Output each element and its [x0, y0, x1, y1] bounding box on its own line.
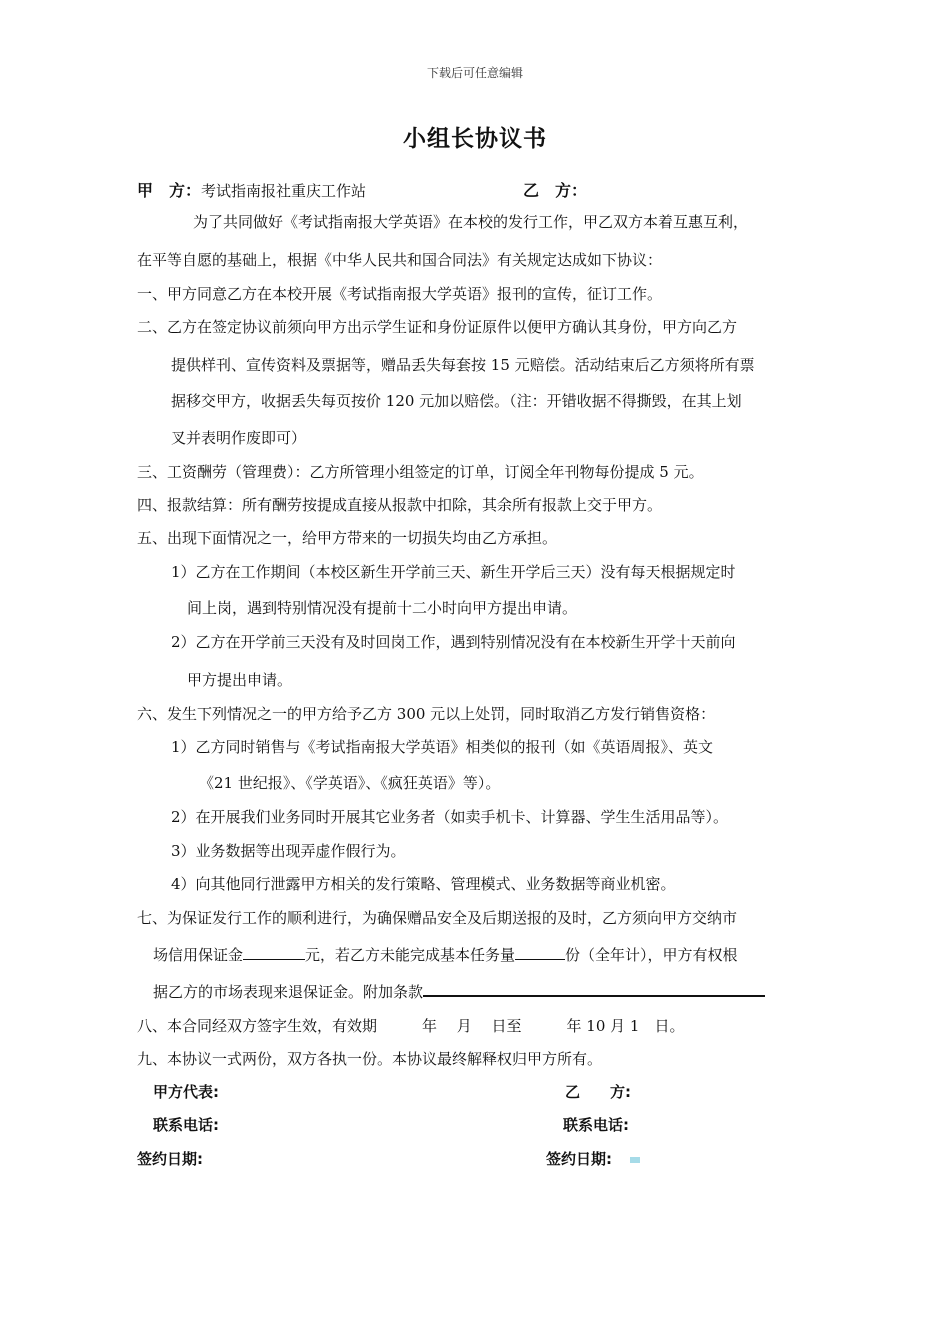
intro-line-1: 为了共同做好《考试指南报大学英语》在本校的发行工作，甲乙双方本着互惠互利，	[193, 213, 749, 231]
clause-6-head: 六、发生下列情况之一的甲方给予乙方 300 元以上处罚，同时取消乙方发行销售资格：	[137, 705, 716, 723]
clause-5-item-2-line-2: 甲方提出申请。	[187, 671, 293, 689]
party-b-date-label: 签约日期:	[546, 1150, 612, 1168]
party-b-phone-label: 联系电话:	[563, 1116, 629, 1134]
task-quantity-blank[interactable]	[515, 945, 565, 960]
party-a-date-label: 签约日期:	[137, 1150, 203, 1168]
clause-7-deposit-label: 场信用保证金	[153, 946, 244, 964]
clause-7-line-3	[153, 981, 765, 1002]
party-b-label: 乙 方：	[523, 181, 588, 200]
deposit-amount-blank[interactable]	[243, 945, 305, 960]
clause-7-line-2	[153, 944, 738, 965]
clause-5-item-1-line-2: 间上岗，遇到特别情况没有提前十二小时向甲方提出申请。	[187, 599, 578, 617]
clause-7-line-1: 七、为保证发行工作的顺利进行，为确保赠品安全及后期送报的及时，乙方须向甲方交纳市	[137, 909, 738, 927]
highlight-mark	[630, 1157, 640, 1163]
party-b-signature-label: 乙 方:	[565, 1083, 631, 1101]
clause-2-line-3: 据移交甲方，收据丢失每页按价 120 元加以赔偿。（注：开错收据不得撕毁，在其上划	[171, 392, 742, 410]
clause-8: 八、本合同经双方签字生效，有效期 年 月 日至 年 10 月 1 日。	[137, 1017, 685, 1035]
clause-2-line-4: 叉并表明作废即可）	[171, 429, 307, 447]
clause-5-item-1-line-1: 1）乙方在工作期间（本校区新生开学前三天、新生开学后三天）没有每天根据规定时	[171, 563, 736, 581]
clause-6-item-2: 2）在开展我们业务同时开展其它业务者（如卖手机卡、计算器、学生生活用品等）。	[171, 808, 729, 826]
party-a-phone-label: 联系电话:	[153, 1116, 219, 1134]
party-a	[137, 178, 366, 201]
clause-1: 一、甲方同意乙方在本校开展《考试指南报大学英语》报刊的宣传，征订工作。	[137, 285, 663, 303]
document-title: 小组长协议书	[403, 125, 547, 152]
party-a-name: 考试指南报社重庆工作站	[201, 182, 367, 200]
party-a-label: 甲 方：	[137, 181, 202, 200]
clause-6-item-3: 3）业务数据等出现弄虚作假行为。	[171, 842, 406, 860]
clause-7-task-label: 元，若乙方未能完成基本任务量	[305, 946, 516, 964]
clause-3: 三、工资酬劳（管理费）：乙方所管理小组签定的订单，订阅全年刊物每份提成 5 元。	[137, 463, 704, 481]
clause-2-line-1: 二、乙方在签定协议前须向甲方出示学生证和身份证原件以便甲方确认其身份，甲方向乙方	[137, 318, 738, 336]
clause-9: 九、本协议一式两份，双方各执一份。本协议最终解释权归甲方所有。	[137, 1050, 603, 1068]
clause-5-item-2-line-1: 2）乙方在开学前三天没有及时回岗工作，遇到特别情况没有在本校新生开学十天前向	[171, 633, 736, 651]
intro-line-2: 在平等自愿的基础上，根据《中华人民共和国合同法》有关规定达成如下协议：	[137, 251, 663, 269]
party-a-representative-label: 甲方代表:	[153, 1083, 219, 1101]
clause-6-item-1-line-1: 1）乙方同时销售与《考试指南报大学英语》相类似的报刊（如《英语周报》、英文	[171, 738, 714, 756]
clause-5-head: 五、出现下面情况之一，给甲方带来的一切损失均由乙方承担。	[137, 529, 558, 547]
clause-6-item-4: 4）向其他同行泄露甲方相关的发行策略、管理模式、业务数据等商业机密。	[171, 875, 676, 893]
clause-4: 四、报款结算：所有酬劳按提成直接从报款中扣除，其余所有报款上交于甲方。	[137, 496, 663, 514]
clause-2-line-2: 提供样刊、宣传资料及票据等，赠品丢失每套按 15 元赔偿。活动结束后乙方须将所有票	[171, 356, 755, 374]
extra-terms-blank[interactable]	[423, 981, 765, 997]
page-header: 下载后可任意编辑	[426, 66, 523, 80]
clause-6-item-1-line-2: 《21 世纪报》、《学英语》、《疯狂英语》等）。	[199, 774, 501, 792]
clause-7-extra-label: 据乙方的市场表现来退保证金。附加条款	[153, 983, 424, 1001]
clause-7-rights-text: 份（全年计），甲方有权根	[565, 946, 738, 964]
